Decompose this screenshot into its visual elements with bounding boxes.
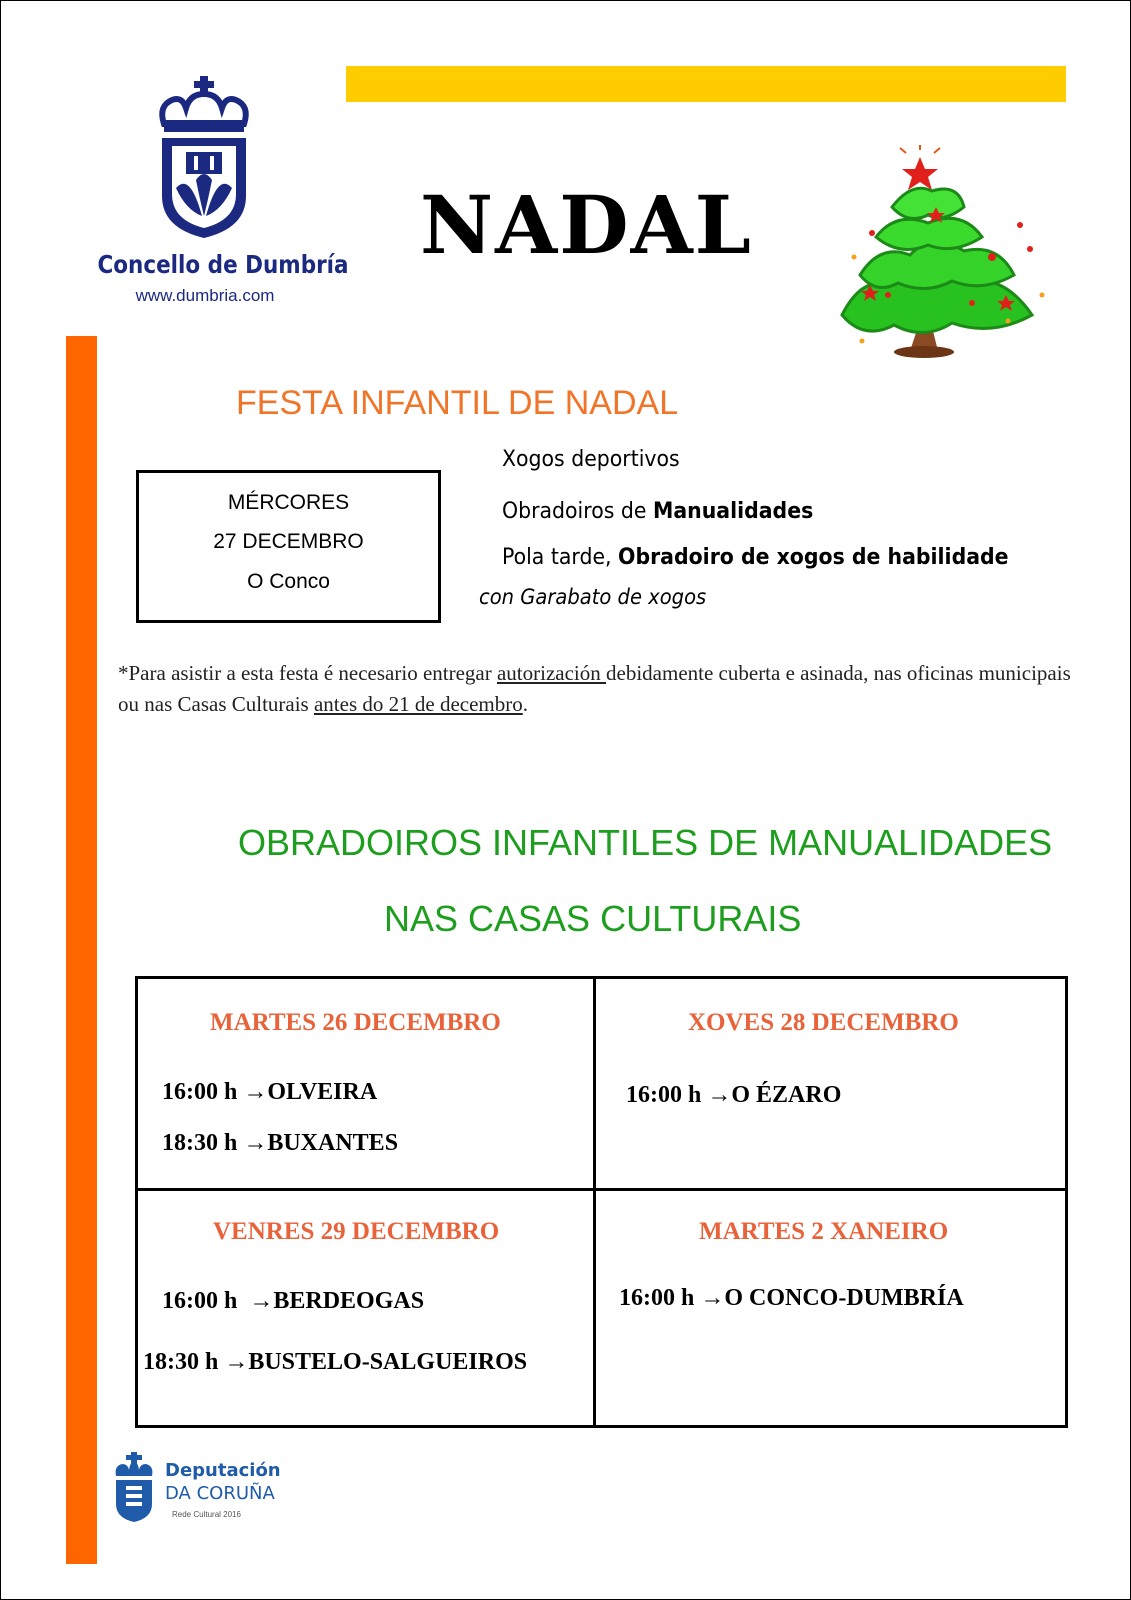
activity-highlight: Manualidades [652, 499, 814, 524]
note-underline-deadline: antes do 21 de decembro [313, 692, 523, 716]
date-place: O Conco [247, 570, 330, 593]
activity-item: con Garabato de xogos [479, 585, 707, 609]
logo-url: www.dumbria.com [135, 286, 275, 305]
activity-item [502, 545, 1009, 570]
note-text: debidamente cuberta e asinada, nas oficinas municipais ou nas Casas Culturais [118, 661, 1071, 716]
date-date: 27 DECEMBRO [213, 530, 364, 553]
orange-accent-bar [66, 336, 97, 1564]
schedule-entry: 16:00 h →O CONCO-DUMBRÍA [619, 1285, 964, 1311]
page-title: NADAL [420, 178, 753, 272]
note-underline-authorization: autorización [496, 661, 607, 685]
schedule-entry: 16:00 h →O ÉZARO [626, 1082, 842, 1108]
deputacion-name: Deputación [165, 1460, 281, 1481]
activity-item [502, 499, 813, 524]
deputacion-tagline: Rede Cultural 2016 [172, 1510, 241, 1519]
activity-text: Obradoiros de [502, 499, 653, 524]
note-text: *Para asistir a esta festa é necesario entregar [118, 661, 497, 685]
schedule-entry: 16:00 h →BERDEOGAS [162, 1288, 425, 1314]
deputacion-province: DA CORUÑA [165, 1483, 275, 1504]
workshops-subtitle: NAS CASAS CULTURAIS [384, 898, 802, 939]
christmas-tree-icon [832, 145, 1062, 370]
activity-highlight: Obradoiro de xogos de habilidade [618, 545, 1009, 570]
festa-title: FESTA INFANTIL DE NADAL [236, 384, 679, 422]
schedule-day-heading: XOVES 28 DECEMBRO [688, 1009, 959, 1036]
schedule-day-heading: MARTES 26 DECEMBRO [210, 1009, 501, 1036]
schedule-table [135, 976, 1068, 1428]
date-box [136, 470, 441, 623]
deputacion-logo [112, 1452, 292, 1536]
schedule-entry: 16:00 h →OLVEIRA [162, 1079, 378, 1105]
logo-name: Concello de Dumbría [97, 250, 349, 279]
schedule-entry: 18:30 h →BUXANTES [162, 1130, 399, 1156]
table-divider-vertical [593, 979, 596, 1425]
activity-item: Xogos deportivos [502, 447, 680, 472]
yellow-accent-bar [346, 66, 1066, 102]
deputacion-shield-icon [112, 1452, 156, 1524]
schedule-entry: 18:30 h →BUSTELO-SALGUEIROS [143, 1349, 528, 1375]
note-text: . [522, 692, 528, 716]
activity-text: Pola tarde, [502, 545, 619, 570]
date-day: MÉRCORES [227, 491, 350, 514]
coat-of-arms-icon [156, 76, 252, 240]
concello-logo [80, 74, 349, 314]
registration-note [118, 658, 1078, 720]
workshops-title: OBRADOIROS INFANTILES DE MANUALIDADES [238, 822, 1053, 863]
schedule-day-heading: MARTES 2 XANEIRO [699, 1218, 949, 1245]
table-divider-horizontal [138, 1188, 1065, 1191]
schedule-day-heading: VENRES 29 DECEMBRO [213, 1218, 500, 1245]
